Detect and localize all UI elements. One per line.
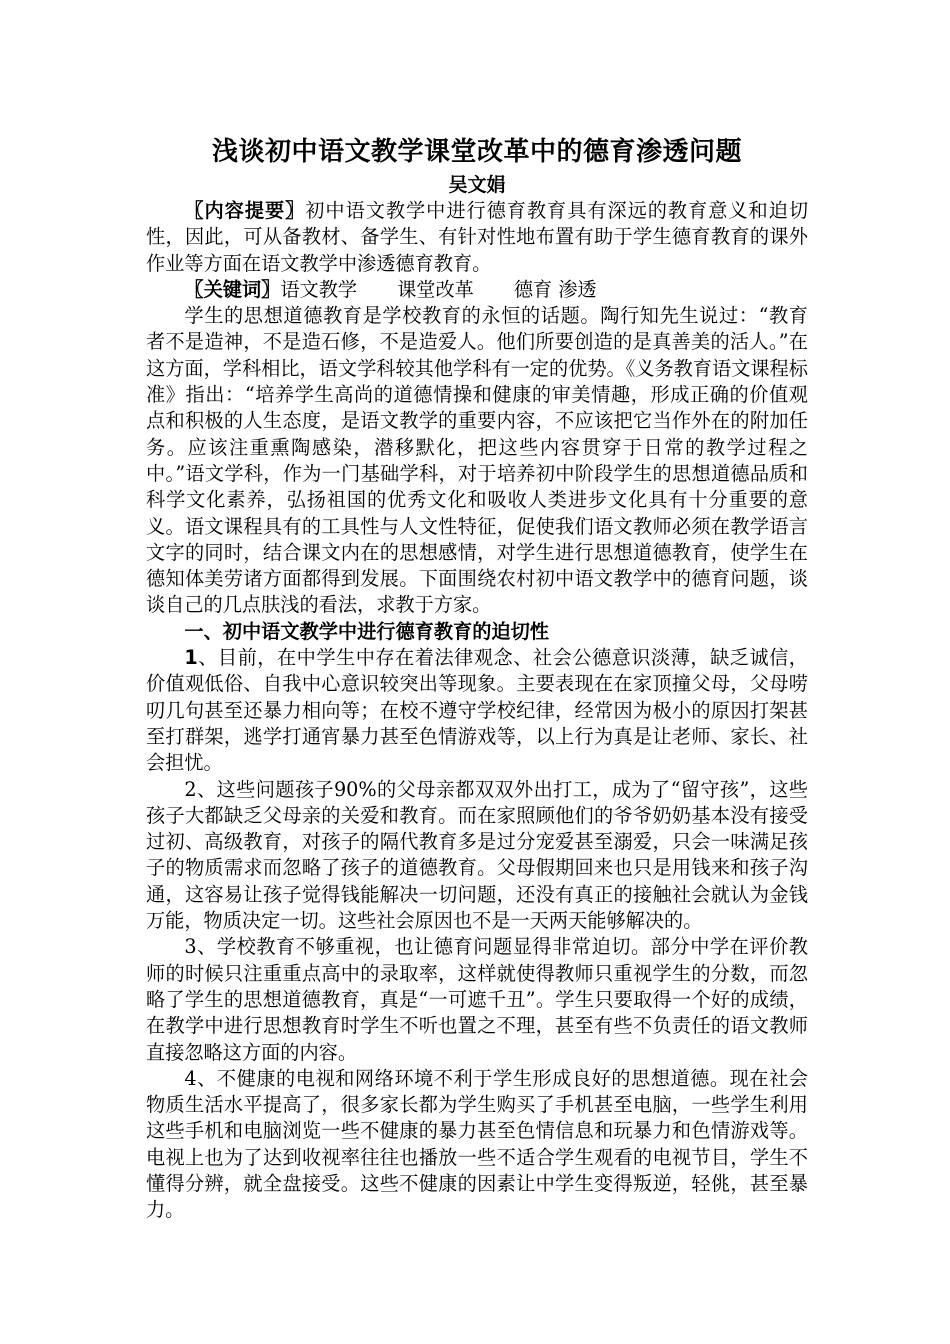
abstract-text: 初中语文教学中进行德育教育具有深远的教育意义和迫切性，因此，可从备教材、备学生、有针对性地布置有助于学生德育教育的课外作业等方面在语文教学中渗透德育教育。 [146,199,809,275]
section-paragraph-1 [146,645,808,776]
abstract-label: 〖内容提要〗 [184,199,306,222]
section-paragraph-3: 3、学校教育不够重视，也让德育问题显得非常迫切。部分中学在评价教师的时候只注重重点高中的录取率，这样就使得教师只重视学生的分数，而忽略了学生的思想道德教育，真是“一可遮千丑”。学生只要取得一个好的成绩，在教学中进行思想教育时学生不听也置之不理，甚至有些不负责任的语文教师直接忽略这方面的内容。 [146,935,808,1064]
keywords-paragraph [146,277,808,303]
document-title: 浅谈初中语文教学课堂改革中的德育渗透问题 [211,137,742,167]
document-author: 吴文娟 [448,174,506,196]
section-paragraph-4: 4、不健康的电视和网络环境不利于学生形成良好的思想道德。现在社会物质生活水平提高了，很多家长都为学生购买了手机甚至电脑，一些学生利用这些手机和电脑浏览一些不健康的暴力甚至色情信息和玩暴力和色情游戏等。电视上也为了达到收视率往往也播放一些不适合学生观看的电视节目，学生不懂得分辨，就全盘接受。这些不健康的因素让中学生变得叛逆，轻佻，甚至暴力。 [146,1066,808,1222]
intro-paragraph: 学生的思想道德教育是学校教育的永恒的话题。陶行知先生说过：“教育者不是造神，不是造石修，不是造爱人。他们所要创造的是真善美的活人。”在这方面，学科相比，语文学科较其他学科有一定的优势。《义务教育语文课程标准》指出：“培养学生高尚的道德情操和健康的审美情趣，形成正确的价值观点和积极的人生态度，是语文教学的重要内容，不应该把它当作外在的附加任务。应该注重熏陶感染，潜移默化，把这些内容贯穿于日常的教学过程之中。”语文学科，作为一门基础学科，对于培养初中阶段学生的思想道德品质和科学文化素养，弘扬祖国的优秀文化和吸收人类进步文化具有十分重要的意义。语文课程具有的工具性与人文性特征，促使我们语文教师必须在教学语言文字的同时，结合课文内在的思想感情，对学生进行思想道德教育，使学生在德知体美劳诸方面都得到发展。下面围绕农村初中语文教学中的德育问题，谈谈自己的几点肤浅的看法，求教于方家。 [146,304,808,617]
section-paragraph-2: 2、这些问题孩子90%的父母亲都双双外出打工，成为了“留守孩”，这些孩子大都缺乏父母亲的关爱和教育。而在家照顾他们的爷爷奶奶基本没有接受过初、高级教育，对孩子的隔代教育多是过分宠爱甚至溺爱，只会一味满足孩子的物质需求而忽略了孩子的道德教育。父母假期回来也只是用钱来和孩子沟通，这容易让孩子觉得钱能解决一切问题，还没有真正的接触社会就认为金钱万能，物质决定一切。这些社会原因也不是一天两天能够解决的。 [146,777,808,933]
keyword-item: 课堂改革 [397,277,474,301]
keyword-item: 德育 [513,277,553,301]
keywords-label: 〖关键词〗 [184,277,281,301]
keyword-item: 语文教学 [280,277,358,301]
document-page [146,132,808,1224]
paragraph-text: 、目前，在中学生中存在着法律观念、社会公德意识淡薄，缺乏诚信，价值观低俗、自我中心意识较突出等现象。主要表现在在家顶撞父母，父母唠叨几句甚至还暴力相向等；在校不遵守学校纪律，经常因为极小的原因打架甚至打群架，逃学打通宵暴力甚至色情游戏等，以上行为真是让老师、家长、社会担忧。 [146,646,808,775]
abstract-paragraph [146,198,808,277]
keyword-item: 渗透 [558,277,597,301]
section-heading: 一、初中语文教学中进行德育教育的迫切性 [184,619,549,643]
paragraph-number: 1 [184,646,198,670]
